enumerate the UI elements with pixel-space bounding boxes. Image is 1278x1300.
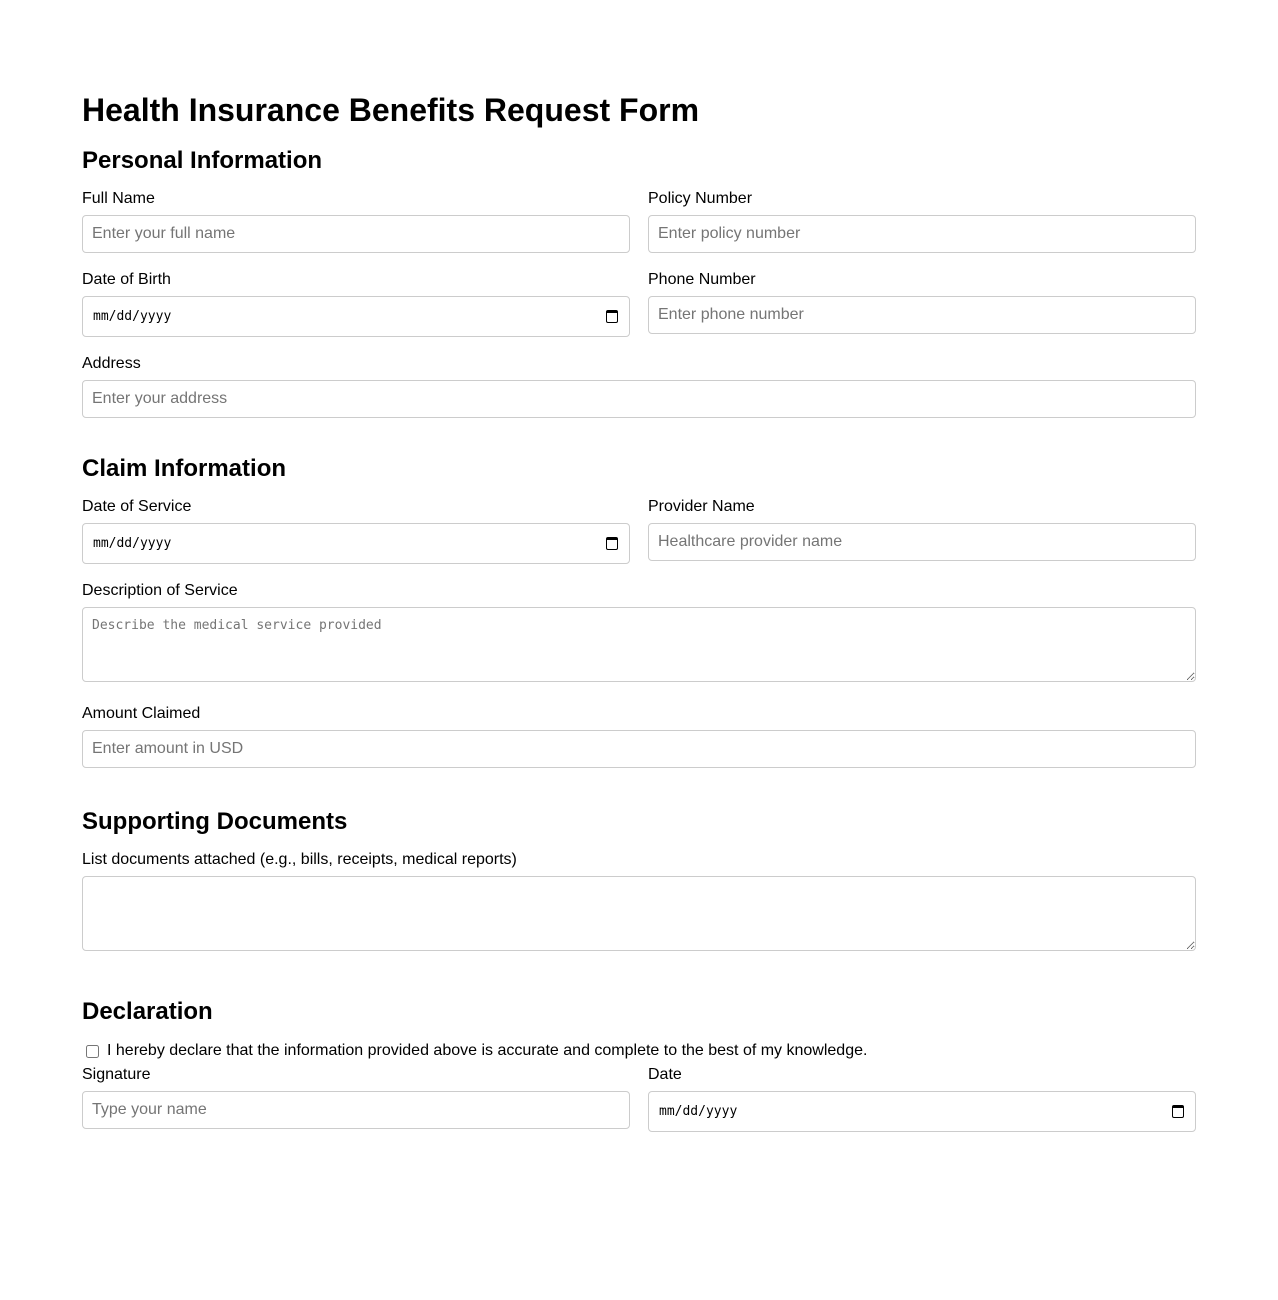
calendar-icon[interactable] (1172, 1105, 1184, 1118)
documents-textarea[interactable] (82, 876, 1196, 951)
page-title: Health Insurance Benefits Request Form (82, 92, 700, 128)
signature-label: Signature (82, 1066, 151, 1083)
full-name-input[interactable] (82, 215, 630, 253)
phone-label: Phone Number (648, 271, 756, 288)
provider-name-label: Provider Name (648, 498, 755, 515)
dob-label: Date of Birth (82, 271, 171, 288)
description-label: Description of Service (82, 582, 238, 599)
form-container (82, 86, 1196, 1149)
declaration-date-input[interactable] (648, 1091, 1196, 1132)
dob-date-value: mm/dd/yyyy (93, 309, 172, 324)
declaration-date-value: mm/dd/yyyy (659, 1104, 738, 1119)
date-of-service-label: Date of Service (82, 498, 192, 515)
policy-number-label: Policy Number (648, 190, 753, 207)
declaration-checkbox[interactable] (86, 1045, 99, 1058)
section-heading-claim: Claim Information (82, 455, 287, 482)
phone-input[interactable] (648, 296, 1196, 334)
date-of-service-value: mm/dd/yyyy (93, 536, 172, 551)
declaration-text: I hereby declare that the information provided above is accurate and complete to the best of my knowledge. (107, 1042, 868, 1059)
full-name-label: Full Name (82, 190, 155, 207)
section-heading-documents: Supporting Documents (82, 808, 348, 835)
section-heading-personal: Personal Information (82, 147, 323, 174)
dob-date-input[interactable] (82, 296, 630, 337)
provider-name-input[interactable] (648, 523, 1196, 561)
policy-number-input[interactable] (648, 215, 1196, 253)
declaration-date-label: Date (648, 1066, 682, 1083)
calendar-icon[interactable] (606, 537, 618, 550)
signature-input[interactable] (82, 1091, 630, 1129)
calendar-icon[interactable] (606, 310, 618, 323)
amount-label: Amount Claimed (82, 705, 201, 722)
description-textarea[interactable] (82, 607, 1196, 682)
address-label: Address (82, 355, 141, 372)
amount-input[interactable] (82, 730, 1196, 768)
documents-label: List documents attached (e.g., bills, receipts, medical reports) (82, 851, 517, 868)
section-heading-declaration: Declaration (82, 998, 213, 1025)
address-input[interactable] (82, 380, 1196, 418)
date-of-service-input[interactable] (82, 523, 630, 564)
